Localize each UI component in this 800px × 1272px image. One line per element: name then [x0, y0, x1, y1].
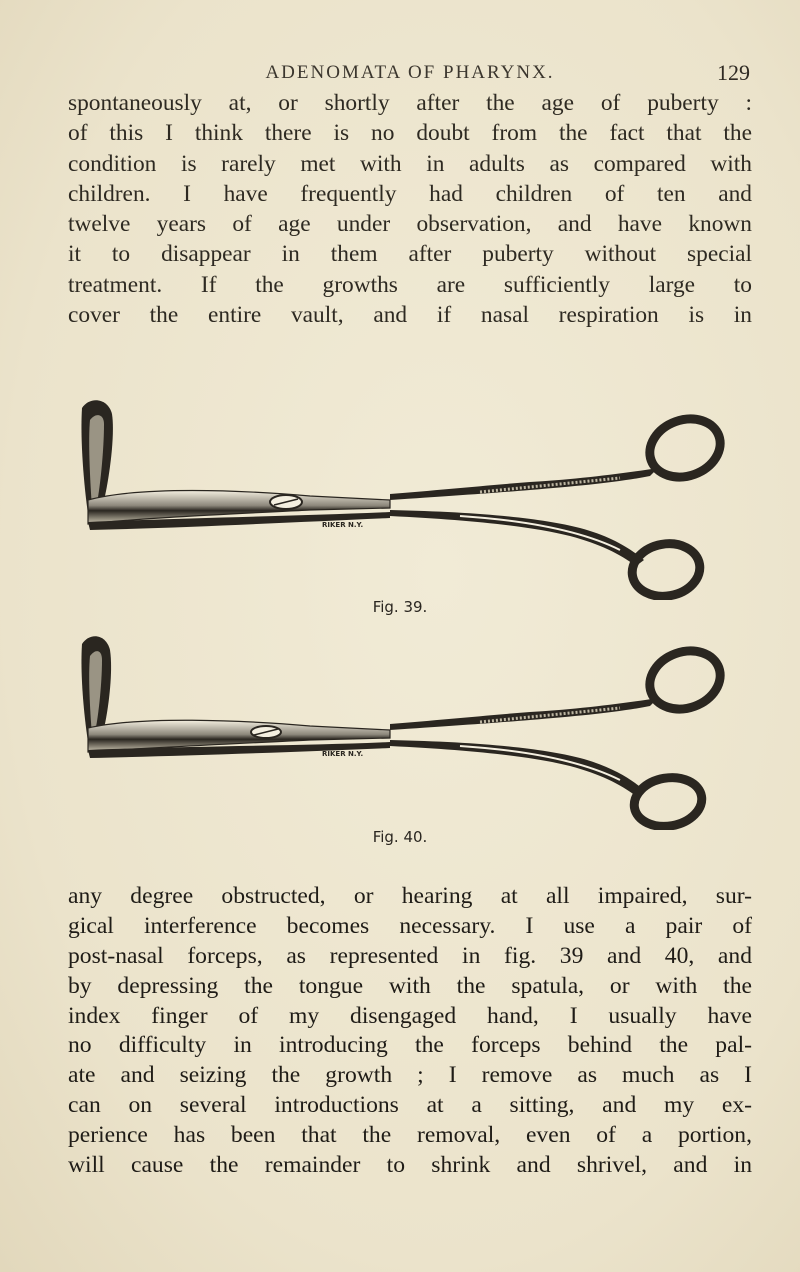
running-head: [70, 62, 750, 90]
text-line: will cause the remainder to shrink and shrivel, and in: [68, 1152, 752, 1179]
text-line: perience has been that the removal, even of a portion,: [68, 1122, 752, 1149]
paragraph-top: [68, 88, 752, 330]
forceps-illustration-fig-39: [60, 390, 740, 600]
figure-39: [60, 390, 740, 620]
text-line: by depressing the tongue with the spatula, or with the: [68, 972, 752, 999]
text-line: spontaneously at, or shortly after the age of puberty :: [68, 90, 752, 116]
paragraph-bottom: [68, 882, 752, 1181]
text-line: post-nasal forceps, as represented in fig. 39 and 40, and: [68, 942, 752, 969]
running-title: ADENOMATA OF PHARYNX.: [265, 62, 555, 83]
text-line: no difficulty in introducing the forceps behind the pal-: [68, 1032, 752, 1059]
text-line: of this I think there is no doubt from the fact that the: [68, 120, 752, 147]
text-line: ate and seizing the growth ; I remove as much as I: [68, 1062, 752, 1089]
text-line: cover the entire vault, and if nasal respiration is in: [68, 302, 752, 329]
page-number: 129: [717, 60, 750, 85]
text-line: gical interference becomes necessary. I use a pair of: [68, 912, 752, 939]
text-line: twelve years of age under observation, and have known: [68, 211, 752, 238]
forceps-illustration-fig-40: [60, 630, 740, 830]
figure-caption: Fig. 40.: [372, 828, 428, 846]
text-line: any degree obstructed, or hearing at all impaired, sur-: [68, 883, 752, 909]
text-line: it to disappear in them after puberty without special: [68, 241, 752, 268]
text-line: children. I have frequently had children of ten and: [68, 180, 752, 207]
text-line: can on several introductions at a sitting, and my ex-: [68, 1092, 752, 1119]
text-line: condition is rarely met with in adults as compared with: [68, 150, 752, 177]
text-line: treatment. If the growths are sufficiently large to: [68, 271, 752, 298]
figure-caption: Fig. 39.: [372, 598, 428, 616]
maker-mark: RIKER N.Y.: [322, 521, 364, 529]
maker-mark: RIKER N.Y.: [322, 750, 364, 758]
figure-40: [60, 630, 740, 850]
text-line: index finger of my disengaged hand, I usually have: [68, 1002, 752, 1029]
